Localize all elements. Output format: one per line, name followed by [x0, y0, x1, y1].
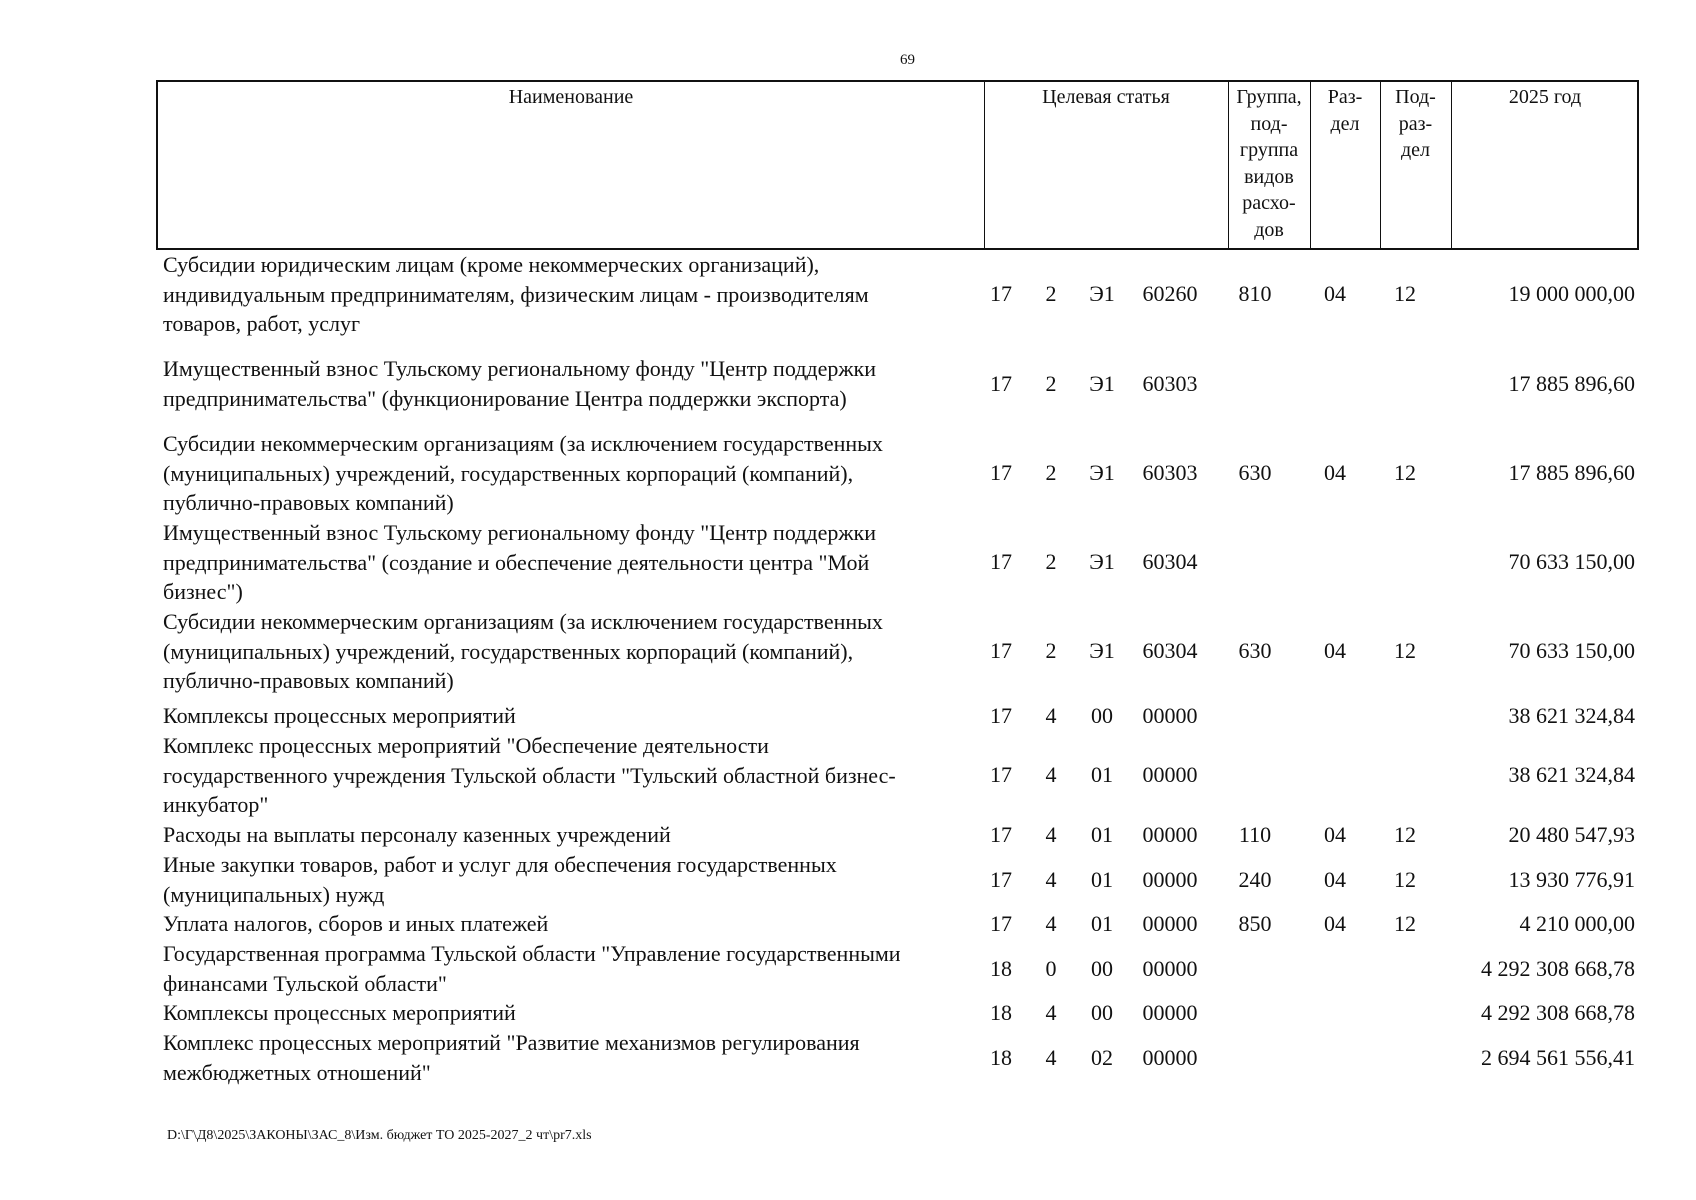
amount: 4 210 000,00 [1519, 911, 1635, 936]
project-code: 01 [1091, 867, 1113, 892]
direction-code: 60260 [1142, 281, 1198, 306]
table-header [156, 80, 1639, 250]
amount: 13 930 776,91 [1508, 867, 1635, 892]
row-name-line: Расходы на выплаты персоналу казенных учреждений [163, 822, 671, 847]
header-line: видов [1244, 165, 1294, 188]
row-name-line: индивидуальным предпринимателям, физическим лицам - производителям [163, 281, 869, 307]
row-name-line: государственного учреждения Тульской области "Тульский областной бизнес- [163, 762, 896, 788]
row-name [163, 701, 983, 731]
subsection-code: 12 [1394, 460, 1416, 485]
program-code: 17 [990, 762, 1012, 787]
section-code: 04 [1324, 638, 1346, 663]
expense-group: 110 [1238, 822, 1272, 847]
direction-code: 60303 [1142, 371, 1198, 396]
row-name [163, 909, 983, 939]
subprogram-code: 2 [1045, 638, 1057, 663]
project-code: 00 [1091, 1000, 1113, 1025]
row-name [163, 429, 983, 518]
header-line: группа [1239, 139, 1299, 161]
row-name [163, 354, 983, 413]
amount: 17 885 896,60 [1508, 460, 1635, 485]
header-line: расхо- [1242, 192, 1296, 214]
program-code: 18 [990, 956, 1012, 981]
row-name [163, 250, 983, 339]
section-code: 04 [1324, 867, 1346, 892]
subprogram-code: 2 [1045, 549, 1057, 574]
project-code: Э1 [1089, 638, 1115, 663]
direction-code: 00000 [1142, 703, 1198, 728]
direction-code: 00000 [1142, 911, 1198, 936]
row-name-line: Иные закупки товаров, работ и услуг для обеспечения государственных [163, 852, 837, 877]
subprogram-code: 4 [1045, 867, 1057, 892]
project-code: Э1 [1089, 371, 1115, 396]
program-code: 17 [990, 371, 1012, 396]
project-code: Э1 [1089, 281, 1115, 306]
project-code: 02 [1091, 1045, 1113, 1070]
header-expense-group [1228, 84, 1310, 243]
direction-code: 00000 [1142, 956, 1198, 981]
program-code: 17 [990, 549, 1012, 574]
direction-code: 00000 [1142, 1000, 1198, 1025]
row-name-line: Комплекс процессных мероприятий "Обеспечение деятельности [163, 733, 769, 758]
header-line: дел [1330, 112, 1360, 135]
row-name [163, 939, 983, 998]
expense-group: 240 [1238, 867, 1272, 892]
direction-code: 00000 [1142, 1045, 1198, 1070]
amount: 19 000 000,00 [1508, 281, 1635, 306]
row-name-line: инкубатор" [163, 792, 269, 817]
row-name-line: Комплексы процессных мероприятий [163, 703, 516, 728]
project-code: 01 [1091, 762, 1113, 787]
program-code: 17 [990, 638, 1012, 663]
program-code: 17 [990, 911, 1012, 936]
amount: 38 621 324,84 [1508, 703, 1635, 728]
row-name [163, 820, 983, 850]
row-name-line: Субсидии юридическим лицам (кроме некоммерческих организаций), [163, 252, 820, 277]
program-code: 17 [990, 703, 1012, 728]
row-name-line: бизнес") [163, 579, 243, 604]
direction-code: 00000 [1142, 867, 1198, 892]
header-line: Раз- [1327, 86, 1363, 108]
header-section [1310, 84, 1380, 137]
project-code: 01 [1091, 911, 1113, 936]
row-name-line: Субсидии некоммерческим организациям (за исключением государственных [163, 431, 883, 456]
header-line: Группа, [1236, 86, 1302, 108]
program-code: 18 [990, 1000, 1012, 1025]
header-line: дел [1400, 139, 1431, 161]
subprogram-code: 2 [1045, 460, 1057, 485]
amount: 17 885 896,60 [1508, 371, 1635, 396]
program-code: 18 [990, 1045, 1012, 1070]
subsection-code: 12 [1394, 281, 1416, 306]
header-year: 2025 год [1508, 86, 1582, 108]
expense-group: 810 [1238, 281, 1272, 306]
header-target-article: Целевая статья [1042, 86, 1170, 108]
row-name-line: предпринимательства" (функционирование Центра поддержки экспорта) [163, 385, 847, 411]
subsection-code: 12 [1394, 911, 1416, 936]
amount: 38 621 324,84 [1508, 762, 1635, 787]
row-name-line: Субсидии некоммерческим организациям (за исключением государственных [163, 609, 883, 634]
section-code: 04 [1324, 822, 1346, 847]
row-name-line: публично-правовых компаний) [163, 668, 454, 693]
project-code: Э1 [1089, 549, 1115, 574]
amount: 4 292 308 668,78 [1481, 1000, 1635, 1025]
amount: 2 694 561 556,41 [1481, 1045, 1635, 1070]
direction-code: 00000 [1142, 762, 1198, 787]
expense-group: 850 [1238, 911, 1272, 936]
amount: 4 292 308 668,78 [1481, 956, 1635, 981]
row-name-line: межбюджетных отношений" [163, 1059, 431, 1085]
row-name [163, 998, 983, 1028]
direction-code: 00000 [1142, 822, 1198, 847]
subsection-code: 12 [1394, 638, 1416, 663]
subprogram-code: 4 [1045, 762, 1057, 787]
program-code: 17 [990, 281, 1012, 306]
page-number: 69 [900, 52, 915, 68]
row-name [163, 850, 983, 909]
subprogram-code: 2 [1045, 281, 1057, 306]
project-code: 00 [1091, 956, 1113, 981]
row-name-line: (муниципальных) учреждений, государственных корпораций (компаний), [163, 460, 854, 486]
row-name [163, 518, 983, 607]
row-name-line: (муниципальных) нужд [163, 881, 385, 907]
header-line: Под- [1395, 86, 1436, 108]
program-code: 17 [990, 867, 1012, 892]
subsection-code: 12 [1394, 867, 1416, 892]
expense-group: 630 [1238, 460, 1272, 485]
row-name-line: товаров, работ, услуг [163, 311, 360, 336]
direction-code: 60304 [1142, 638, 1198, 663]
project-code: Э1 [1089, 460, 1115, 485]
subprogram-code: 2 [1045, 371, 1057, 396]
subprogram-code: 4 [1045, 822, 1057, 847]
amount: 20 480 547,93 [1508, 822, 1635, 847]
header-subsection [1380, 84, 1451, 164]
amount: 70 633 150,00 [1508, 549, 1635, 574]
file-path-footer: D:\Г\Д8\2025\ЗАКОНЫ\ЗАС_8\Изм. бюджет ТО 2025-2027_2 чт\pr7.xls [167, 1128, 592, 1143]
subprogram-code: 4 [1045, 703, 1057, 728]
direction-code: 60304 [1142, 549, 1198, 574]
section-code: 04 [1324, 281, 1346, 306]
subsection-code: 12 [1394, 822, 1416, 847]
row-name [163, 731, 983, 820]
section-code: 04 [1324, 460, 1346, 485]
row-name-line: Комплекс процессных мероприятий "Развитие механизмов регулирования [163, 1030, 860, 1055]
row-name-line: Комплексы процессных мероприятий [163, 1000, 516, 1025]
header-line: дов [1254, 218, 1284, 241]
row-name-line: Имущественный взнос Тульскому региональному фонду "Центр поддержки [163, 356, 877, 381]
section-code: 04 [1324, 911, 1346, 936]
project-code: 01 [1091, 822, 1113, 847]
header-line: раз- [1398, 112, 1433, 135]
row-name [163, 607, 983, 696]
row-name-line: Государственная программа Тульской области "Управление государственными [163, 941, 901, 966]
project-code: 00 [1091, 703, 1113, 728]
subprogram-code: 4 [1045, 1045, 1057, 1070]
direction-code: 60303 [1142, 460, 1198, 485]
row-name [163, 1028, 983, 1087]
expense-group: 630 [1238, 638, 1272, 663]
header-name: Наименование [508, 86, 634, 108]
row-name-line: финансами Тульской области" [163, 970, 447, 996]
row-name-line: Уплата налогов, сборов и иных платежей [163, 911, 549, 936]
subprogram-code: 4 [1045, 911, 1057, 936]
program-code: 17 [990, 822, 1012, 847]
subprogram-code: 4 [1045, 1000, 1057, 1025]
row-name-line: (муниципальных) учреждений, государственных корпораций (компаний), [163, 638, 854, 664]
header-line: под- [1250, 112, 1288, 135]
row-name-line: предпринимательства" (создание и обеспечение деятельности центра "Мой [163, 549, 870, 575]
row-name-line: публично-правовых компаний) [163, 490, 454, 515]
subprogram-code: 0 [1045, 956, 1057, 981]
program-code: 17 [990, 460, 1012, 485]
row-name-line: Имущественный взнос Тульскому региональному фонду "Центр поддержки [163, 520, 877, 545]
amount: 70 633 150,00 [1508, 638, 1635, 663]
